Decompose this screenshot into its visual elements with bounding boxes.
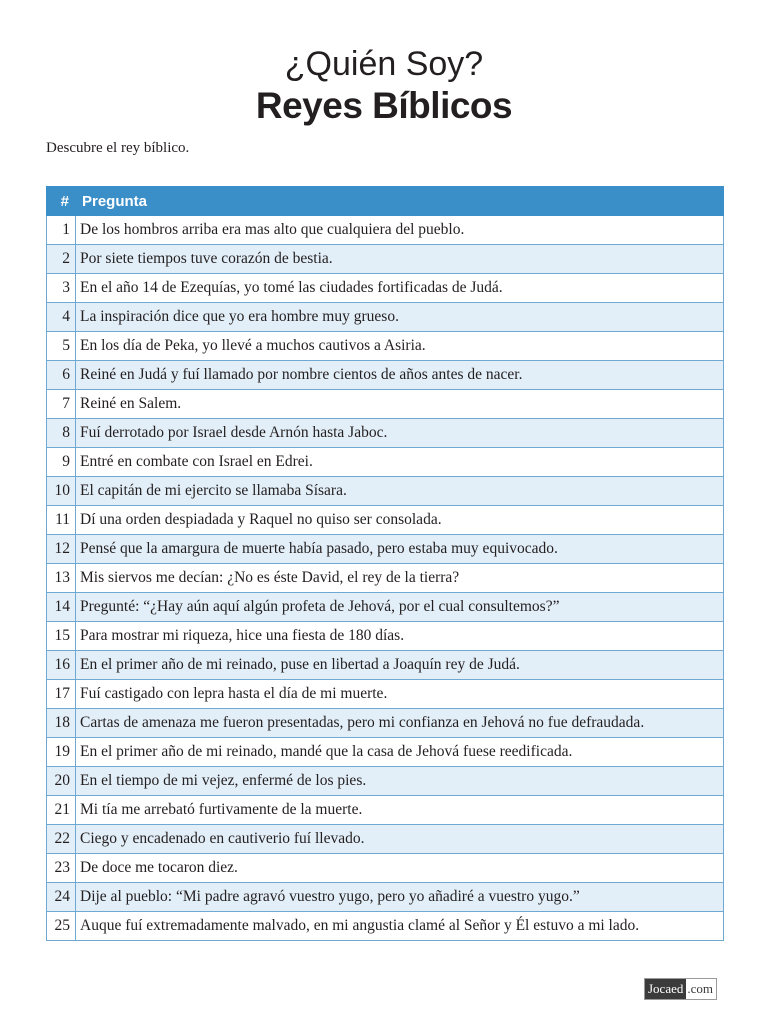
question-text: Cartas de amenaza me fueron presentadas, pero mi confianza en Jehová no fue defraudada. (76, 709, 724, 738)
question-number: 16 (47, 651, 76, 680)
question-number: 5 (47, 332, 76, 361)
table-row (47, 767, 724, 796)
logo-text-jocaed: Jocaed (645, 979, 686, 999)
question-text: Pregunté: “¿Hay aún aquí algún profeta de Jehová, por el cual consultemos?” (76, 593, 724, 622)
table-row (47, 419, 724, 448)
table-row (47, 332, 724, 361)
question-text: En los día de Peka, yo llevé a muchos cautivos a Asiria. (76, 332, 724, 361)
question-text: Entré en combate con Israel en Edrei. (76, 448, 724, 477)
question-number: 10 (47, 477, 76, 506)
question-text: Reiné en Salem. (76, 390, 724, 419)
question-number: 25 (47, 912, 76, 941)
question-text: El capitán de mi ejercito se llamaba Sísara. (76, 477, 724, 506)
table-row (47, 680, 724, 709)
table-row (47, 796, 724, 825)
jocaed-logo[interactable] (644, 978, 717, 1000)
table-row (47, 506, 724, 535)
question-number: 22 (47, 825, 76, 854)
question-text: En el año 14 de Ezequías, yo tomé las ciudades fortificadas de Judá. (76, 274, 724, 303)
table-row (47, 477, 724, 506)
table-row (47, 854, 724, 883)
question-number: 15 (47, 622, 76, 651)
question-text: Pensé que la amargura de muerte había pasado, pero estaba muy equivocado. (76, 535, 724, 564)
question-text: Ciego y encadenado en cautiverio fuí llevado. (76, 825, 724, 854)
question-text: La inspiración dice que yo era hombre muy grueso. (76, 303, 724, 332)
column-header-question: Pregunta (76, 187, 724, 216)
table-body (47, 216, 724, 941)
table-row (47, 564, 724, 593)
table-row (47, 883, 724, 912)
question-text: De doce me tocaron diez. (76, 854, 724, 883)
question-number: 14 (47, 593, 76, 622)
question-number: 6 (47, 361, 76, 390)
questions-table (46, 186, 724, 941)
question-number: 24 (47, 883, 76, 912)
question-text: Reiné en Judá y fuí llamado por nombre cientos de años antes de nacer. (76, 361, 724, 390)
table-row (47, 825, 724, 854)
question-text: Dí una orden despiadada y Raquel no quiso ser consolada. (76, 506, 724, 535)
question-number: 8 (47, 419, 76, 448)
subtitle: Descubre el rey bíblico. (46, 140, 190, 156)
question-number: 11 (47, 506, 76, 535)
question-text: De los hombros arriba era mas alto que cualquiera del pueblo. (76, 216, 724, 245)
table-row (47, 245, 724, 274)
question-number: 20 (47, 767, 76, 796)
question-text: Fuí derrotado por Israel desde Arnón hasta Jaboc. (76, 419, 724, 448)
question-text: En el primer año de mi reinado, puse en libertad a Joaquín rey de Judá. (76, 651, 724, 680)
question-number: 12 (47, 535, 76, 564)
logo-text-com: .com (686, 979, 716, 999)
table-row (47, 709, 724, 738)
question-text: Mi tía me arrebató furtivamente de la muerte. (76, 796, 724, 825)
title-line-2: Reyes Bíblicos (255, 85, 513, 126)
table-row (47, 651, 724, 680)
table-header-row (47, 187, 724, 216)
question-number: 23 (47, 854, 76, 883)
question-number: 18 (47, 709, 76, 738)
question-number: 17 (47, 680, 76, 709)
question-text: Dije al pueblo: “Mi padre agravó vuestro yugo, pero yo añadiré a vuestro yugo.” (76, 883, 724, 912)
question-number: 9 (47, 448, 76, 477)
question-text: Por siete tiempos tuve corazón de bestia. (76, 245, 724, 274)
table-row (47, 738, 724, 767)
table-row (47, 622, 724, 651)
table-row (47, 390, 724, 419)
question-text: En el primer año de mi reinado, mandé que la casa de Jehová fuese reedificada. (76, 738, 724, 767)
table-row (47, 448, 724, 477)
question-text: Para mostrar mi riqueza, hice una fiesta de 180 días. (76, 622, 724, 651)
table-row (47, 216, 724, 245)
question-number: 4 (47, 303, 76, 332)
table-row (47, 535, 724, 564)
table-row (47, 274, 724, 303)
question-text: Mis siervos me decían: ¿No es éste David, el rey de la tierra? (76, 564, 724, 593)
question-number: 1 (47, 216, 76, 245)
question-text: Fuí castigado con lepra hasta el día de mi muerte. (76, 680, 724, 709)
question-number: 3 (47, 274, 76, 303)
question-text: En el tiempo de mi vejez, enfermé de los pies. (76, 767, 724, 796)
table-row (47, 593, 724, 622)
table-row (47, 303, 724, 332)
question-number: 2 (47, 245, 76, 274)
question-text: Auque fuí extremadamente malvado, en mi angustia clamé al Señor y Él estuvo a mi lado. (76, 912, 724, 941)
question-number: 13 (47, 564, 76, 593)
table-row (47, 361, 724, 390)
question-number: 19 (47, 738, 76, 767)
table-row (47, 912, 724, 941)
question-number: 7 (47, 390, 76, 419)
title-line-1: ¿Quién Soy? (284, 45, 484, 83)
column-header-number: # (47, 187, 76, 216)
question-number: 21 (47, 796, 76, 825)
